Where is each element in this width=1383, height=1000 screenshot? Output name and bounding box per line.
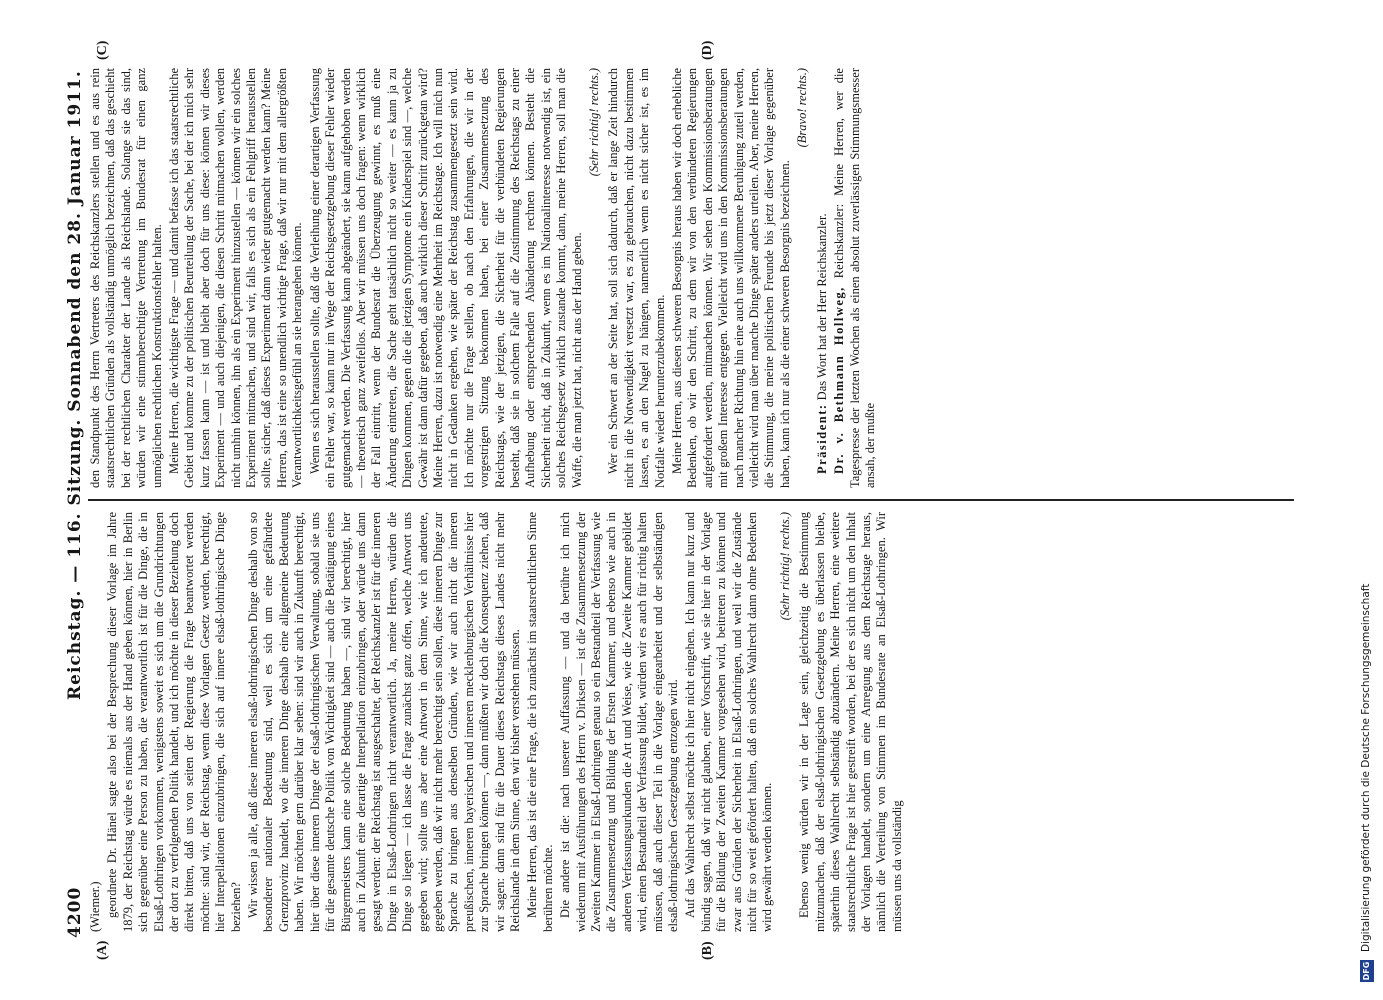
running-head: Reichstag. — 116. Sitzung. Sonnabend den 28. Januar 1911. bbox=[65, 70, 85, 700]
chancellor-text: Meine Herren, wer die Tagespresse der letzten Wochen als einen absolut zuverlässigen Stimmungsmesser ansah, der mußte bbox=[832, 68, 877, 488]
left-paragraph: Auf das Wahlrecht selbst möchte ich hier nicht eingehen. Ich kann nur kurz und bündig sagen, daß wir nicht glauben, einer Vorschrift, wie sie hier in der Vorlage für die Bildung der Zweiten Kammer vorgesehen wird, beitreten zu können und zwar aus Gründen der Sicherheit in Elsaß-Lothringen, und weil wir die Zustände nicht für so weit gefördert halten, daß ein solches Wahlrecht dann ohne Bedenken wird gewährt werden können. bbox=[683, 512, 775, 932]
reaction: (Sehr richtig! rechts.) bbox=[587, 68, 601, 177]
margin-letter-d: (D) bbox=[700, 40, 715, 60]
right-paragraph: Wenn es sich herausstellen sollte, daß die Verleihung einer derartigen Verfassung ein Fehler war, so kann nur im Wege der Reichsgesetzgebung dieser Fehler wieder gutgemacht werden. Die Verfassung kann abgeändert, sie kann aufgehoben werden — theoretisch ganz zweifellos. Aber wir müssen uns doch fragen: wenn wirklich der Fall eintritt, wenn der Bundesrat die Überzeugung gewinnt, es muß eine Änderung eintreten, die Sache geht tatsächlich nicht so weiter — es kann ja zu Dingen kommen, gegen die die jetzigen Symptome ein Kinderspiel sind —, welche Gewähr ist dann dafür gegeben, daß auch wirklich dieser Schritt zurückgetan wird? Meine Herren, dazu ist notwendig eine Mehrheit im Reichstage. Ich will mich nun nicht in Gedanken ergehen, wie später der Reichstag zusammengesetzt sein wird. Ich möchte nur die Frage stellen, ob nach den Erfahrungen, die wir in der vorgestrigen Sitzung bekommen haben, bei einer Zusammensetzung des Reichstags, wie der jetzigen, die Sicherheit für die verbündeten Regierungen besteht, daß sie in solchem Falle auf die Zustimmung des Reichstags zu einer Aufhebung oder entsprechenden Abänderung rechnen können. Besteht die Sicherheit nicht, daß in Zukunft, wenn es im Nationalinteresse notwendig ist, ein solches Reichsgesetz wirklich zustande kommt, dann, meine Herren, soll man die Waffe, die man jetzt hat, nicht aus der Hand geben. bbox=[307, 68, 584, 488]
speaker-tag: (Wiemer.) bbox=[88, 881, 102, 932]
right-column bbox=[88, 68, 1288, 488]
dfg-logo-icon: DFG bbox=[1360, 960, 1374, 982]
chancellor-role: Reichskanzler: bbox=[832, 203, 847, 279]
president-statement bbox=[815, 68, 830, 488]
left-paragraph: Ebenso wenig würden wir in der Lage sein, gleichzeitig die Bestimmung mitzumachen, daß der elsaß-lothringischen Gesetzgebung es überlassen bleibe, späterhin dieses Wahlrecht selbständig abzuändern. Meine Herren, eine weitere staatsrechtliche Frage ist hier gestreift worden, bei der es sich nicht um den Inhalt der Vorlagen handelt, sondern um eine Anregung aus dem Reichstage heraus, nämlich die Verteilung von Stimmen im Bundesrate an Elsaß-Lothringen. Wir müssen uns da vollständig bbox=[797, 512, 904, 932]
right-paragraph: Meine Herren, aus diesen schweren Besorgnis heraus haben wir doch erhebliche Bedenken, ob wir den Schritt, zu dem wir von den verbündeten Regierungen aufgefordert werden, mitmachen können. Wir sehen den Kommissionsberatungen mit großem Interesse entgegen. Vielleicht wird uns in den Kommissionsberatungen nach mancher Richtung hin eine auch uns willkommene Beruhigung zuteil werden, vielleicht wird man über manche Dinge später anders urteilen. Aber, meine Herren, die Stimmung, die meine politischen Freunde bis jetzt dieser Vorlage gegenüber haben, kann ich nur als die einer schweren Besorgnis bezeichnen. bbox=[670, 68, 792, 488]
funding-note: Digitalisierung gefördert durch die Deutsche Forschungsgemeinschaft bbox=[1360, 583, 1372, 952]
president-text: Das Wort hat der Herr Reichskanzler. bbox=[814, 213, 829, 401]
reaction: (Bravo! rechts.) bbox=[795, 68, 810, 148]
column-divider bbox=[88, 499, 1294, 501]
left-paragraph: Meine Herren, das ist die eine Frage, die ich zunächst im staatsrechtlichen Sinne berühren möchte. bbox=[525, 512, 555, 932]
chancellor-label: Dr. v. Bethmann Hollweg, bbox=[832, 286, 847, 474]
reaction: (Sehr richtig! rechts.) bbox=[777, 512, 792, 621]
page-number: 4200 bbox=[65, 886, 85, 938]
margin-letter-a: (A) bbox=[95, 940, 110, 960]
president-label: Präsident: bbox=[814, 403, 829, 474]
left-paragraph: Die andere ist die: nach unserer Auffassung — und da berühre ich mich wiederum mit Ausführungen des Herrn v. Dirksen — ist die Zusammensetzung der Zweiten Kammer in Elsaß-Lothringen genau so ein Bestandteil der Verfassung wie die Zusammensetzung und Bildung der Ersten Kammer, und ebenso wie auch in anderen Verfassungsurkunden die Art und Weise, wie die Zweite Kammer gebildet wird, einen Bestandteil der Verfassung bildet, würden wir es auch für richtig halten müssen, daß auch dieser Teil in die Vorlage eingearbeitet und der selbständigen elsaß-lothringischen Gesetzgebung entzogen wird. bbox=[558, 512, 681, 932]
right-paragraph: den Standpunkt des Herrn Vertreters des Reichskanzlers stellen und es aus rein staatsrechtlichen Gründen als vollständig unmöglich bezeichnen, daß das geschieht bei der rechtlichen Charakter der Lande als Reichslande. Solange sie das sind, würden wir eine stimmberechtigte Vertretung im Bundesrat für einen ganz unmöglichen rechtlichen Konstruktionsfehler halten. bbox=[88, 68, 164, 488]
right-paragraph: Meine Herren, die wichtigste Frage — und damit befasse ich das staatsrechtliche Gebiet und komme zu der politischen Beurteilung der Sache, bei der ich mich sehr kurz fassen kann — ist und bleibt aber doch für uns diese: können wir dieses Experiment — und auch diejenigen, die diesen Schritt mitmachen wollen, werden nicht umhin können, ihn als ein Experiment hinzustellen — können wir ein solches Experiment mitmachen, und sind wir, falls es sich als ein Fehlgriff herausstellen sollte, sicher, daß dieses Experiment dann wieder gutgemacht werden kann? Meine Herren, das ist eine so unendlich wichtige Frage, daß wir nur mit dem allergrößten Verantwortlichkeitsgefühl an sie herangehen können. bbox=[167, 68, 305, 488]
chancellor-statement bbox=[832, 68, 878, 488]
margin-letter-c: (C) bbox=[95, 40, 110, 60]
left-paragraph: geordnete Dr. Hänel sagte also bei der Besprechung dieser Vorlage im Jahre 1879, der Reichstag würde es niemals aus der Hand geben können, hier in Berlin sich gegenüber eine Person zu haben, die verantwortlich ist für die Dinge, die in Elsaß-Lothringen vorkommen, wenigstens soweit es sich um die Grundrichtungen der dort zu verfolgenden Politik handelt, und ich möchte in dieser Beziehung doch direkt bitten, daß uns von seiten der Regierung die Frage beantwortet werden möchte: sind wir, der Reichstag, wenn diese Vorlagen Gesetz werden, berechtigt, hier Interpellationen einzubringen, die sich auf innere elsaß-lothringische Dinge beziehen? bbox=[105, 512, 243, 932]
left-paragraph: Wir wissen ja alle, daß diese inneren elsaß-lothringischen Dinge deshalb von so besonderer nationaler Bedeutung sind, weil es sich um eine gefährdete Grenzprovinz handelt, wo die inneren Dinge deshalb eine allgemeine Bedeutung haben. Wir möchten gern darüber klar sehen: sind wir auch in Zukunft berechtigt, hier über diese inneren Dinge der elsaß-lothringischen Verwaltung, sobald sie uns für die gesamte deutsche Politik von Wichtigkeit sind — auch die Betätigung eines Bürgermeisters kann eine solche Bedeutung haben —, sind wir berechtigt, hier auch in Zukunft eine derartige Interpellation einzubringen, oder würde uns dann gesagt werden: der Reichstag ist ausgeschaltet, der Reichskanzler ist für die inneren Dinge in Elsaß-Lothringen nicht verantwortlich. Ja, meine Herren, würden die Dinge so liegen — ich lasse die Frage zunächst ganz offen, welche Antwort uns gegeben wird; sollte uns aber eine Antwort in dem Sinne, wie ich andeutete, gegeben werden, daß wir nicht mehr berechtigt sein sollen, diese inneren Dinge zur Sprache zu bringen aus denselben Gründen, wie wir auch nicht die inneren preußischen, inneren bayerischen und inneren mecklenburgischen Verhältnisse hier zur Sprache bringen können —, dann müßten wir doch die Konsequenz ziehen, daß wir sagen: dann sind für die Dauer dieses Reichstags dieses Landes nicht mehr Reichslande in dem Sinne, den wir bisher verstehen müssen. bbox=[246, 512, 522, 932]
right-paragraph: Wer ein Schwert an der Seite hat, soll sich dadurch, daß er lange Zeit hindurch nicht in die Notwendigkeit versetzt war, es zu gebrauchen, nicht dazu bestimmen lassen, es an den Nagel zu hängen, namentlich wenn es nicht sicher ist, es im Notfalle wieder herunterzubekommen. bbox=[606, 68, 667, 488]
left-column bbox=[88, 512, 1288, 932]
margin-letter-b: (B) bbox=[700, 941, 715, 960]
